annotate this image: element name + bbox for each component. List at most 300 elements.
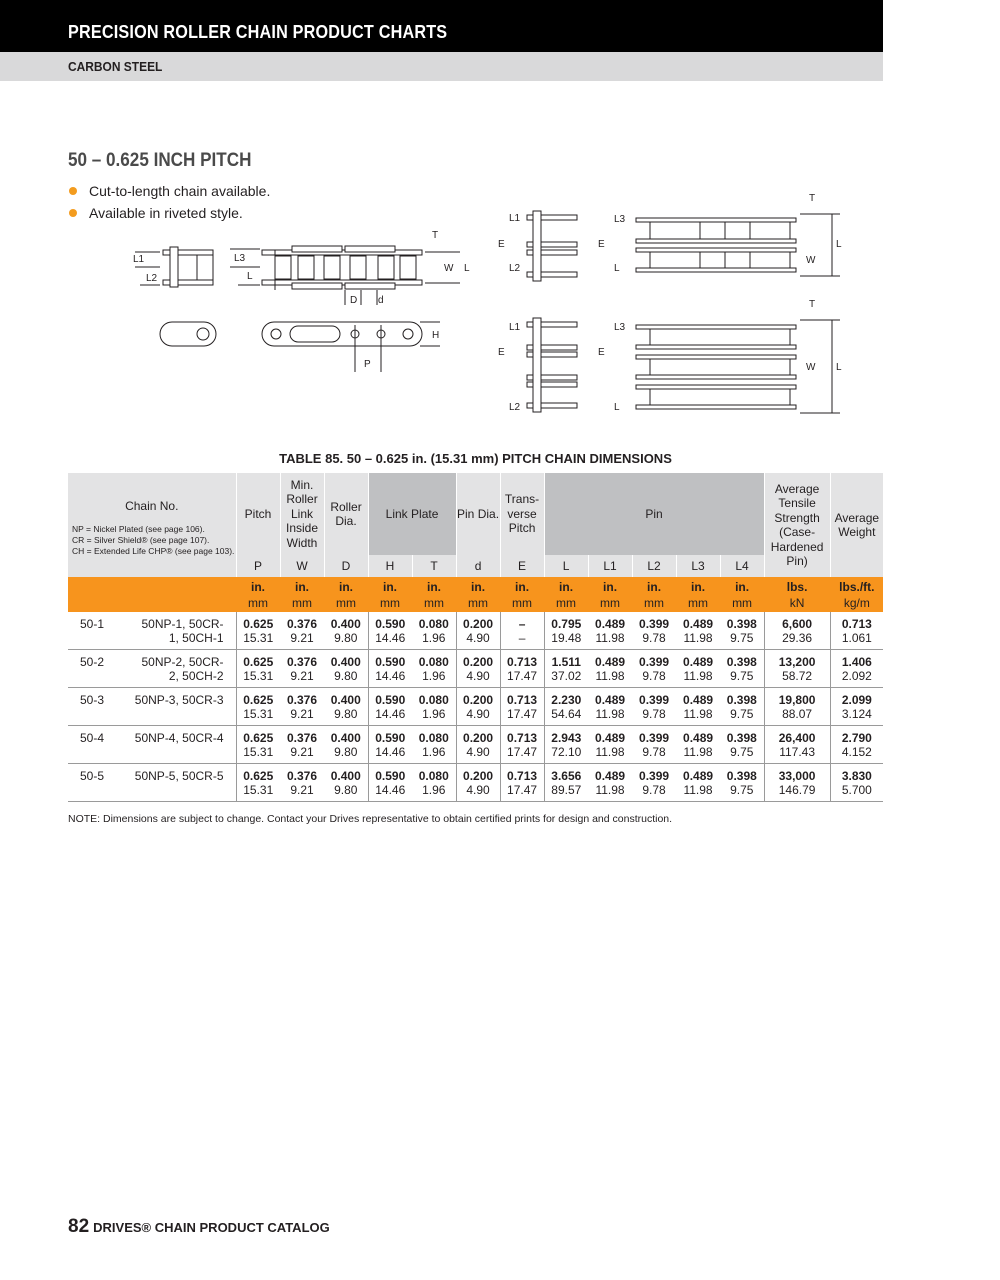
cell-value — [368, 726, 412, 764]
unit-imperial: in. — [603, 579, 618, 594]
cell-value — [676, 764, 720, 802]
header-unit — [324, 577, 368, 612]
value-metric: 15.31 — [243, 631, 274, 645]
value-imperial: 2.099 — [841, 693, 872, 707]
cell-value — [676, 650, 720, 688]
triple-strand-views — [498, 299, 842, 413]
value-imperial: 0.376 — [287, 769, 318, 783]
value-metric: 9.80 — [334, 745, 358, 759]
header-letter: L4 — [720, 555, 764, 577]
cell-value — [280, 726, 324, 764]
cell-value — [324, 612, 368, 650]
chain-variants: 50NP-5, 50CR-5 — [130, 764, 236, 802]
header-min-width: Min. Roller Link Inside Width — [280, 473, 324, 555]
cell-value — [500, 688, 544, 726]
value-metric: 3.124 — [841, 707, 872, 721]
value-imperial: 0.398 — [726, 617, 757, 631]
label-l2: L2 — [509, 263, 521, 274]
unit-imperial: in. — [339, 579, 354, 594]
page-number: 82 — [68, 1216, 90, 1237]
value-metric: 11.98 — [683, 669, 713, 683]
value-metric: 88.07 — [782, 707, 813, 721]
header-unit — [368, 577, 412, 612]
feature-item: Available in riveted style. — [68, 205, 270, 227]
value-imperial: 0.080 — [418, 769, 449, 783]
cell-value — [236, 650, 280, 688]
value-metric: 17.47 — [507, 783, 538, 797]
value-imperial: 0.590 — [375, 731, 406, 745]
value-imperial: 2.790 — [841, 731, 872, 745]
value-metric: 9.80 — [334, 631, 358, 645]
value-imperial: 0.080 — [418, 655, 449, 669]
value-metric: 11.98 — [683, 745, 713, 759]
value-metric: 2.092 — [841, 669, 872, 683]
value-imperial: 0.200 — [463, 617, 494, 631]
value-imperial: 2.943 — [551, 731, 582, 745]
header-chain-no: Chain No. NP = Nickel Plated (see page 106). CR = Silver Shield® (see page 107). CH = Extended Life CHP® (see page 103). — [68, 473, 236, 577]
value-metric: 11.98 — [595, 783, 625, 797]
value-metric: 19.48 — [551, 631, 582, 645]
value-metric: 15.31 — [243, 669, 274, 683]
cell-value — [588, 650, 632, 688]
value-metric: 9.21 — [290, 669, 314, 683]
cell-value — [676, 688, 720, 726]
value-imperial: 0.489 — [683, 731, 714, 745]
value-metric: 5.700 — [841, 783, 872, 797]
header-letter: E — [500, 555, 544, 577]
table-caption: TABLE 85. 50 – 0.625 in. (15.31 mm) PITCH CHAIN DIMENSIONS — [279, 451, 672, 466]
value-imperial: 0.625 — [243, 693, 274, 707]
header-letter: T — [412, 555, 456, 577]
value-imperial: 1.406 — [841, 655, 872, 669]
table-row — [68, 764, 883, 802]
header-letter: d — [456, 555, 500, 577]
header-letter: L1 — [588, 555, 632, 577]
value-metric: 11.98 — [683, 707, 713, 721]
value-metric: 17.47 — [507, 745, 538, 759]
unit-metric: mm — [644, 595, 665, 610]
chain-number: 50-2 — [68, 650, 130, 688]
cell-value — [456, 688, 500, 726]
label-l: L — [836, 239, 842, 250]
value-metric: 9.78 — [642, 783, 666, 797]
cell-value — [412, 688, 456, 726]
value-metric: 54.64 — [551, 707, 582, 721]
value-imperial: 0.080 — [418, 617, 449, 631]
value-metric: 9.78 — [642, 745, 666, 759]
value-metric: 17.47 — [507, 669, 538, 683]
label-l2: L2 — [146, 273, 158, 284]
label-l3: L3 — [234, 253, 246, 264]
value-metric: 1.96 — [422, 707, 446, 721]
value-metric: 58.72 — [782, 669, 813, 683]
value-metric: 14.46 — [375, 707, 406, 721]
value-imperial: 0.398 — [726, 731, 757, 745]
cell-value — [368, 688, 412, 726]
value-imperial: 0.489 — [595, 731, 626, 745]
unit-metric: mm — [732, 595, 753, 610]
value-imperial: 0.400 — [330, 731, 361, 745]
cell-value — [544, 688, 588, 726]
cell-value — [720, 764, 764, 802]
catalog-title: DRIVES® CHAIN PRODUCT CATALOG — [93, 1220, 330, 1235]
cell-value — [236, 726, 280, 764]
chain-number: 50-1 — [68, 612, 130, 650]
header-unit — [720, 577, 764, 612]
unit-imperial: in. — [383, 579, 398, 594]
cell-value — [500, 650, 544, 688]
value-metric: 1.96 — [422, 669, 446, 683]
value-imperial: 0.398 — [726, 693, 757, 707]
label-p: P — [364, 359, 371, 370]
value-metric: 9.75 — [730, 631, 754, 645]
value-imperial: 0.713 — [841, 617, 872, 631]
value-metric: 15.31 — [243, 707, 274, 721]
value-metric: 9.21 — [290, 707, 314, 721]
cell-value — [764, 726, 830, 764]
value-imperial: 0.590 — [375, 769, 406, 783]
header-pitch: Pitch — [236, 473, 280, 555]
chain-variants: 50NP-3, 50CR-3 — [130, 688, 236, 726]
value-imperial: 0.625 — [243, 731, 274, 745]
value-imperial: 0.489 — [683, 693, 714, 707]
label-e: E — [498, 239, 505, 250]
label-l: L — [247, 271, 253, 282]
header-letter: L2 — [632, 555, 676, 577]
value-metric: 15.31 — [243, 745, 274, 759]
unit-metric: mm — [336, 595, 357, 610]
header-unit — [412, 577, 456, 612]
value-metric: 11.98 — [595, 631, 625, 645]
cell-value — [500, 764, 544, 802]
header-letter: W — [280, 555, 324, 577]
cell-value — [280, 612, 324, 650]
header-unit — [456, 577, 500, 612]
header-pin-dia: Pin Dia. — [456, 473, 500, 555]
value-imperial: 0.489 — [595, 617, 626, 631]
chain-number: 50-4 — [68, 726, 130, 764]
cell-value — [412, 726, 456, 764]
label-t: T — [809, 299, 816, 310]
header-letter: P — [236, 555, 280, 577]
header-unit — [676, 577, 720, 612]
value-metric: 17.47 — [507, 707, 538, 721]
value-metric: 1.96 — [422, 783, 446, 797]
unit-metric: mm — [468, 595, 489, 610]
header-transverse-pitch: Trans- verse Pitch — [500, 473, 544, 555]
label-w: W — [444, 263, 454, 274]
unit-metric: mm — [380, 595, 401, 610]
value-metric: 14.46 — [375, 669, 406, 683]
value-imperial: 0.489 — [683, 617, 714, 631]
value-metric: 9.21 — [290, 783, 314, 797]
value-imperial: 13,200 — [778, 655, 816, 669]
cell-value — [588, 726, 632, 764]
cell-value — [324, 650, 368, 688]
label-l3: L3 — [614, 322, 626, 333]
value-imperial: 1.511 — [551, 655, 581, 669]
header-unit — [632, 577, 676, 612]
unit-imperial: in. — [647, 579, 662, 594]
chain-diagrams — [0, 0, 1000, 440]
value-imperial: 0.400 — [330, 655, 361, 669]
table-body — [68, 612, 883, 802]
value-imperial: 0.713 — [507, 655, 538, 669]
chain-number: 50-3 — [68, 688, 130, 726]
label-l2: L2 — [509, 402, 521, 413]
label-l1: L1 — [133, 254, 145, 265]
header-unit — [236, 577, 280, 612]
unit-metric: mm — [248, 595, 269, 610]
value-metric: 14.46 — [375, 783, 406, 797]
value-metric: 4.152 — [841, 745, 872, 759]
unit-metric: mm — [424, 595, 445, 610]
cell-value — [324, 764, 368, 802]
header-letter: D — [324, 555, 368, 577]
header-letter: L3 — [676, 555, 720, 577]
value-imperial: 0.200 — [463, 655, 494, 669]
value-metric: 11.98 — [595, 669, 625, 683]
unit-spacer — [68, 577, 236, 612]
cell-value — [830, 688, 883, 726]
value-metric: 9.80 — [334, 783, 358, 797]
cell-value — [412, 764, 456, 802]
label-t: T — [809, 193, 816, 204]
value-metric: 4.90 — [466, 669, 490, 683]
header-unit — [500, 577, 544, 612]
value-imperial: 6,600 — [782, 617, 813, 631]
table-note: NOTE: Dimensions are subject to change. Contact your Drives representative to obtain certified prints for design and construction. — [68, 813, 673, 825]
value-metric: 1.96 — [422, 745, 446, 759]
value-metric: 9.80 — [334, 669, 358, 683]
value-metric: 37.02 — [551, 669, 582, 683]
value-metric: 9.78 — [642, 669, 666, 683]
cell-value — [412, 650, 456, 688]
cell-value — [632, 688, 676, 726]
label-t: T — [432, 230, 439, 241]
header-pin: Pin — [544, 473, 764, 555]
cell-value — [764, 764, 830, 802]
label-l: L — [614, 263, 620, 274]
chain-dimensions-table — [68, 473, 883, 802]
value-metric: 14.46 — [375, 745, 406, 759]
value-imperial: 0.713 — [507, 731, 538, 745]
value-metric: 29.36 — [782, 631, 813, 645]
value-imperial: 0.399 — [639, 769, 670, 783]
value-metric: 9.78 — [642, 707, 666, 721]
cell-value — [236, 612, 280, 650]
cell-value — [236, 688, 280, 726]
value-metric: 4.90 — [466, 745, 490, 759]
unit-metric: mm — [600, 595, 621, 610]
cell-value — [632, 726, 676, 764]
value-metric: 11.98 — [595, 745, 625, 759]
cell-value — [720, 688, 764, 726]
value-metric: 9.78 — [642, 631, 666, 645]
value-imperial: 33,000 — [778, 769, 816, 783]
cell-value — [544, 650, 588, 688]
value-metric: 9.21 — [290, 745, 314, 759]
table-row — [68, 612, 883, 650]
single-strand-end-view — [133, 247, 213, 287]
label-l: L — [614, 402, 620, 413]
header-letter: H — [368, 555, 412, 577]
header-tensile: Average Tensile Strength (Case- Hardened Pin) — [764, 473, 830, 577]
value-metric: 4.90 — [466, 707, 490, 721]
cell-value — [676, 612, 720, 650]
unit-imperial: in. — [251, 579, 266, 594]
cell-value — [324, 688, 368, 726]
value-metric: 11.98 — [683, 631, 713, 645]
header-legend: NP = Nickel Plated (see page 106). CR = Silver Shield® (see page 107). CH = Extended Life CHP® (see page 103). — [72, 523, 235, 556]
cell-value — [500, 726, 544, 764]
label-w: W — [806, 255, 816, 266]
header-roller-dia: Roller Dia. — [324, 473, 368, 555]
feature-item: Cut-to-length chain available. — [68, 183, 270, 205]
value-metric: 11.98 — [595, 707, 625, 721]
cell-value — [236, 764, 280, 802]
table-section — [68, 473, 883, 826]
cell-value — [456, 726, 500, 764]
cell-value — [764, 688, 830, 726]
value-imperial: 0.080 — [418, 693, 449, 707]
value-imperial: 0.200 — [463, 693, 494, 707]
value-metric: 9.80 — [334, 707, 358, 721]
cell-value — [676, 726, 720, 764]
label-d-pin: d — [378, 295, 384, 306]
value-imperial: – — [518, 617, 526, 631]
value-metric: 117.43 — [779, 745, 815, 759]
cell-value — [632, 612, 676, 650]
header-unit — [544, 577, 588, 612]
unit-imperial: in. — [427, 579, 442, 594]
label-l1: L1 — [509, 213, 521, 224]
value-imperial: 0.795 — [551, 617, 582, 631]
cell-value — [544, 726, 588, 764]
value-imperial: 0.376 — [287, 693, 318, 707]
value-imperial: 0.376 — [287, 617, 318, 631]
cell-value — [500, 612, 544, 650]
cell-value — [368, 612, 412, 650]
value-imperial: 0.713 — [507, 693, 538, 707]
unit-imperial: in. — [471, 579, 486, 594]
cell-value — [588, 612, 632, 650]
value-metric: 146.79 — [778, 783, 816, 797]
cell-value — [544, 764, 588, 802]
value-imperial: 0.625 — [243, 655, 274, 669]
section-subtitle: CARBON STEEL — [68, 59, 163, 74]
value-metric: 1.061 — [841, 631, 872, 645]
value-metric: 9.21 — [290, 631, 314, 645]
cell-value — [280, 688, 324, 726]
cell-value — [764, 650, 830, 688]
label-e: E — [598, 347, 605, 358]
single-strand-top-view — [230, 230, 470, 306]
value-metric: 9.75 — [730, 707, 754, 721]
value-imperial: 0.398 — [726, 769, 757, 783]
value-imperial: 0.399 — [639, 655, 670, 669]
value-metric: 9.75 — [730, 669, 754, 683]
label-l1: L1 — [509, 322, 521, 333]
value-imperial: 0.399 — [639, 617, 670, 631]
cell-value — [412, 612, 456, 650]
value-imperial: 0.400 — [330, 693, 361, 707]
label-e: E — [498, 347, 505, 358]
value-imperial: 0.625 — [243, 617, 274, 631]
value-metric: 72.10 — [551, 745, 582, 759]
value-imperial: 0.400 — [330, 617, 361, 631]
value-imperial: 0.399 — [639, 693, 670, 707]
value-imperial: 0.590 — [375, 655, 406, 669]
table-row — [68, 688, 883, 726]
table-row — [68, 726, 883, 764]
value-metric: – — [518, 631, 526, 645]
cell-value — [632, 650, 676, 688]
value-imperial: 0.489 — [595, 769, 626, 783]
chain-heading: 50 – 0.625 INCH PITCH — [68, 150, 252, 171]
label-l: L — [464, 263, 470, 274]
value-metric: 9.75 — [730, 745, 754, 759]
value-imperial: 19,800 — [778, 693, 816, 707]
header-unit — [830, 577, 883, 612]
header-link-plate: Link Plate — [368, 473, 456, 555]
unit-imperial: in. — [559, 579, 574, 594]
unit-metric: kN — [789, 595, 805, 610]
value-imperial: 0.489 — [683, 655, 714, 669]
cell-value — [280, 764, 324, 802]
value-imperial: 0.376 — [287, 731, 318, 745]
label-l: L — [836, 362, 842, 373]
header-letter: L — [544, 555, 588, 577]
cell-value — [632, 764, 676, 802]
value-imperial: 0.200 — [463, 769, 494, 783]
label-e: E — [598, 239, 605, 250]
chain-variants: 50NP-2, 50CR-2, 50CH-2 — [130, 650, 236, 688]
chain-variants: 50NP-4, 50CR-4 — [130, 726, 236, 764]
unit-metric: kg/m — [843, 595, 870, 610]
page-title: PRECISION ROLLER CHAIN PRODUCT CHARTS — [68, 22, 448, 42]
cell-value — [280, 650, 324, 688]
value-imperial: 3.830 — [841, 769, 872, 783]
cell-value — [830, 764, 883, 802]
cell-value — [764, 612, 830, 650]
value-metric: 1.96 — [422, 631, 446, 645]
cell-value — [588, 764, 632, 802]
value-imperial: 3.656 — [551, 769, 582, 783]
cell-value — [720, 612, 764, 650]
page-footer — [68, 1216, 330, 1238]
cell-value — [588, 688, 632, 726]
header-unit — [764, 577, 830, 612]
value-imperial: 0.400 — [330, 769, 361, 783]
value-imperial: 0.625 — [243, 769, 274, 783]
value-imperial: 0.398 — [726, 655, 757, 669]
chain-number: 50-5 — [68, 764, 130, 802]
double-strand-views — [498, 193, 842, 281]
cell-value — [368, 764, 412, 802]
cell-value — [544, 612, 588, 650]
table-row — [68, 650, 883, 688]
unit-imperial: lbs. — [786, 579, 808, 594]
unit-imperial: in. — [515, 579, 530, 594]
unit-metric: mm — [556, 595, 577, 610]
header-unit — [280, 577, 324, 612]
cell-value — [368, 650, 412, 688]
label-h: H — [432, 330, 440, 341]
cell-value — [324, 726, 368, 764]
value-imperial: 0.713 — [507, 769, 538, 783]
single-strand-side-view — [160, 322, 440, 372]
